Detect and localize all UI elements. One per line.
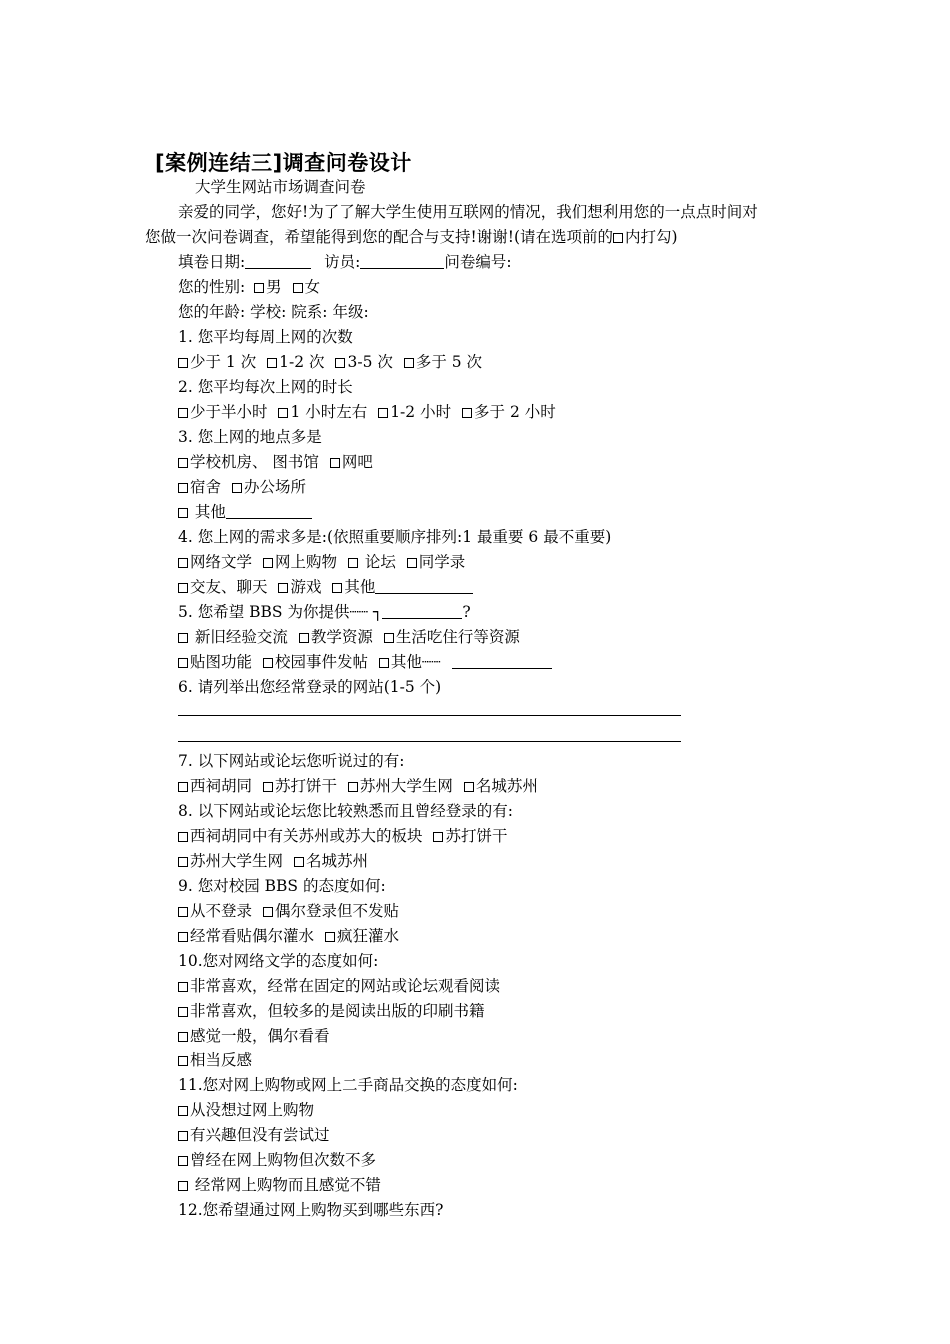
question-10: 10.您对网络文学的态度如何: xyxy=(178,952,379,970)
option-label: 从没想过网上购物 xyxy=(190,1101,315,1119)
checkbox-icon[interactable] xyxy=(178,583,188,593)
question-4: 4. 您上网的需求多是:(依照重要顺序排列:1 最重要 6 最不重要) xyxy=(178,528,612,546)
option-label: 生活吃住行等资源 xyxy=(395,628,520,646)
checkbox-icon[interactable] xyxy=(294,857,304,867)
option-label: 其他 xyxy=(344,578,376,596)
checkbox-icon[interactable] xyxy=(178,408,188,418)
checkbox-icon[interactable] xyxy=(263,658,273,668)
checkbox-icon[interactable] xyxy=(433,832,443,842)
question-5 xyxy=(178,601,471,623)
checkbox-icon[interactable] xyxy=(178,1131,188,1141)
checkbox-icon[interactable] xyxy=(407,558,417,568)
gender-label: 您的性别: xyxy=(178,278,246,296)
option-label: 学校机房、 图书馆 xyxy=(190,453,319,471)
question-9-options-row-2 xyxy=(178,925,399,947)
option-label: 西祠胡同 xyxy=(190,777,253,795)
option-label: 少于 1 次 xyxy=(190,353,257,371)
question-12: 12.您希望通过网上购物买到哪些东西? xyxy=(178,1201,444,1219)
question-8: 8. 以下网站或论坛您比较熟悉而且曾经登录的有: xyxy=(178,802,513,820)
checkbox-icon[interactable] xyxy=(178,982,188,992)
checkbox-icon[interactable] xyxy=(330,458,340,468)
checkbox-icon[interactable] xyxy=(462,408,472,418)
checkbox-icon[interactable] xyxy=(263,558,273,568)
option-label: 新旧经验交流 xyxy=(190,628,288,646)
option-label: 非常喜欢，但较多的是阅读出版的印刷书籍 xyxy=(190,1002,485,1020)
checkbox-icon[interactable] xyxy=(278,408,288,418)
option-label: 同学录 xyxy=(418,553,466,571)
checkbox-icon[interactable] xyxy=(293,283,303,293)
other-blank[interactable] xyxy=(452,654,552,669)
checkbox-icon xyxy=(613,233,623,243)
checkbox-icon[interactable] xyxy=(232,483,242,493)
answer-line[interactable] xyxy=(178,715,681,716)
question-7-options xyxy=(178,775,538,797)
option-label: 经常网上购物而且感觉不错 xyxy=(190,1176,381,1194)
question-6: 6. 请列举出您经常登录的网站(1-5 个) xyxy=(178,678,442,696)
checkbox-icon[interactable] xyxy=(178,1032,188,1042)
option-label: 1-2 小时 xyxy=(390,403,452,421)
checkbox-icon[interactable] xyxy=(325,932,335,942)
question-10-option-2 xyxy=(178,1000,485,1022)
option-label: 贴图功能 xyxy=(190,653,253,671)
option-label: 其他 xyxy=(190,503,226,521)
question-3: 3. 您上网的地点多是 xyxy=(178,428,322,446)
checkbox-icon[interactable] xyxy=(254,283,264,293)
checkbox-icon[interactable] xyxy=(178,1156,188,1166)
option-label: 交友、聊天 xyxy=(190,578,268,596)
question-10-option-1 xyxy=(178,975,500,997)
intro-text: 您做一次问卷调查，希望能得到您的配合与支持!谢谢!(请在选项前的 xyxy=(145,228,614,246)
question-3-options-row-1 xyxy=(178,451,373,473)
question-2-options xyxy=(178,401,556,423)
option-label: 名城苏州 xyxy=(305,852,368,870)
option-label: 相当反感 xyxy=(190,1051,253,1069)
option-label: 非常喜欢，经常在固定的网站或论坛观看阅读 xyxy=(190,977,501,995)
gender-male: 男 xyxy=(266,278,282,296)
question-11-option-3 xyxy=(178,1149,376,1171)
checkbox-icon[interactable] xyxy=(178,1007,188,1017)
checkbox-icon[interactable] xyxy=(299,633,309,643)
option-label: 偶尔登录但不发贴 xyxy=(274,902,399,920)
question-10-option-4 xyxy=(178,1049,252,1071)
checkbox-icon[interactable] xyxy=(348,782,358,792)
fill-date-label: 填卷日期: xyxy=(178,253,246,271)
option-label: 少于半小时 xyxy=(190,403,268,421)
fill-date-blank[interactable] xyxy=(245,254,311,269)
question-1: 1. 您平均每周上网的次数 xyxy=(178,328,353,346)
option-label: 西祠胡同中有关苏州或苏大的板块 xyxy=(190,827,423,845)
option-label: 苏打饼干 xyxy=(445,827,508,845)
age-school-row: 您的年龄: 学校: 院系: 年级: xyxy=(178,303,369,321)
checkbox-icon[interactable] xyxy=(263,907,273,917)
option-label: 校园事件发帖 xyxy=(274,653,368,671)
q5-blank[interactable] xyxy=(382,604,462,619)
checkbox-icon[interactable] xyxy=(263,782,273,792)
header-fields xyxy=(178,251,512,273)
option-label: 1-2 次 xyxy=(279,353,325,371)
option-label: 游戏 xyxy=(290,578,322,596)
checkbox-icon[interactable] xyxy=(404,358,414,368)
question-11-option-2 xyxy=(178,1124,330,1146)
checkbox-icon[interactable] xyxy=(335,358,345,368)
checkbox-icon[interactable] xyxy=(267,358,277,368)
other-blank[interactable] xyxy=(375,579,473,594)
option-label: 疯狂灌水 xyxy=(336,927,399,945)
checkbox-icon[interactable] xyxy=(178,932,188,942)
question-5-text: 5. 您希望 BBS 为你提供┈┈ ┐ xyxy=(178,603,383,621)
option-label: 办公场所 xyxy=(243,478,306,496)
option-label: 苏州大学生网 xyxy=(190,852,284,870)
interviewer-blank[interactable] xyxy=(360,254,444,269)
question-1-options xyxy=(178,351,482,373)
checkbox-icon[interactable] xyxy=(464,782,474,792)
question-8-options-row-2 xyxy=(178,850,368,872)
option-label: 从不登录 xyxy=(190,902,253,920)
option-label: 论坛 xyxy=(359,553,396,571)
option-label: 其他┈┈ xyxy=(390,653,441,671)
question-9-options-row-1 xyxy=(178,900,399,922)
gender-row xyxy=(178,276,320,298)
checkbox-icon[interactable] xyxy=(178,1181,188,1191)
option-label: 苏州大学生网 xyxy=(359,777,453,795)
option-label: 名城苏州 xyxy=(475,777,538,795)
option-label: 感觉一般，偶尔看看 xyxy=(190,1027,330,1045)
question-3-other xyxy=(178,501,312,523)
checkbox-icon[interactable] xyxy=(384,633,394,643)
checkbox-icon[interactable] xyxy=(178,358,188,368)
intro-text-end: 内打勾) xyxy=(625,228,678,246)
checkbox-icon[interactable] xyxy=(178,1056,188,1066)
question-10-option-3 xyxy=(178,1025,330,1047)
checkbox-icon[interactable] xyxy=(278,583,288,593)
option-label: 多于 5 次 xyxy=(415,353,483,371)
option-label: 苏打饼干 xyxy=(274,777,337,795)
checkbox-icon[interactable] xyxy=(178,558,188,568)
checkbox-icon[interactable] xyxy=(178,857,188,867)
option-label: 曾经在网上购物但次数不多 xyxy=(190,1151,377,1169)
survey-subtitle: 大学生网站市场调查问卷 xyxy=(195,178,366,196)
question-4-options-row-1 xyxy=(178,551,465,573)
checkbox-icon[interactable] xyxy=(178,633,188,643)
checkbox-icon[interactable] xyxy=(178,483,188,493)
option-label: 网络文学 xyxy=(190,553,253,571)
question-8-options-row-1 xyxy=(178,825,507,847)
question-3-options-row-2 xyxy=(178,476,306,498)
option-label: 网上购物 xyxy=(274,553,337,571)
interviewer-label: 访员: xyxy=(324,253,361,271)
checkbox-icon[interactable] xyxy=(348,558,358,568)
answer-line[interactable] xyxy=(178,741,681,742)
checkbox-icon[interactable] xyxy=(178,832,188,842)
intro-line-1: 亲爱的同学，您好!为了了解大学生使用互联网的情况，我们想利用您的一点点时间对 xyxy=(178,203,758,221)
other-blank[interactable] xyxy=(226,504,312,519)
option-label: 教学资源 xyxy=(310,628,373,646)
intro-line-2 xyxy=(145,226,678,248)
question-2: 2. 您平均每次上网的时长 xyxy=(178,378,353,396)
checkbox-icon[interactable] xyxy=(178,1106,188,1116)
checkbox-icon[interactable] xyxy=(178,782,188,792)
question-11-option-4 xyxy=(178,1174,381,1196)
checkbox-icon[interactable] xyxy=(178,508,188,518)
question-9: 9. 您对校园 BBS 的态度如何: xyxy=(178,877,386,895)
checkbox-icon[interactable] xyxy=(332,583,342,593)
option-label: 3-5 次 xyxy=(347,353,393,371)
checkbox-icon[interactable] xyxy=(178,458,188,468)
gender-female: 女 xyxy=(304,278,321,296)
question-11-option-1 xyxy=(178,1099,314,1121)
questionnaire-number-label: 问卷编号: xyxy=(444,253,512,271)
question-7: 7. 以下网站或论坛您听说过的有: xyxy=(178,752,405,770)
checkbox-icon[interactable] xyxy=(378,408,388,418)
question-5-options-row-2 xyxy=(178,651,552,673)
option-label: 经常看贴偶尔灌水 xyxy=(190,927,315,945)
checkbox-icon[interactable] xyxy=(178,907,188,917)
document-heading: [案例连结三]调查问卷设计 xyxy=(155,151,412,175)
question-11: 11.您对网上购物或网上二手商品交换的态度如何: xyxy=(178,1076,518,1094)
checkbox-icon[interactable] xyxy=(178,658,188,668)
question-5-options-row-1 xyxy=(178,626,520,648)
option-label: 有兴趣但没有尝试过 xyxy=(190,1126,330,1144)
question-mark: ? xyxy=(462,603,471,621)
checkbox-icon[interactable] xyxy=(379,658,389,668)
option-label: 1 小时左右 xyxy=(290,403,368,421)
option-label: 宿舍 xyxy=(190,478,222,496)
option-label: 网吧 xyxy=(341,453,373,471)
question-4-options-row-2 xyxy=(178,576,473,598)
option-label: 多于 2 小时 xyxy=(474,403,556,421)
